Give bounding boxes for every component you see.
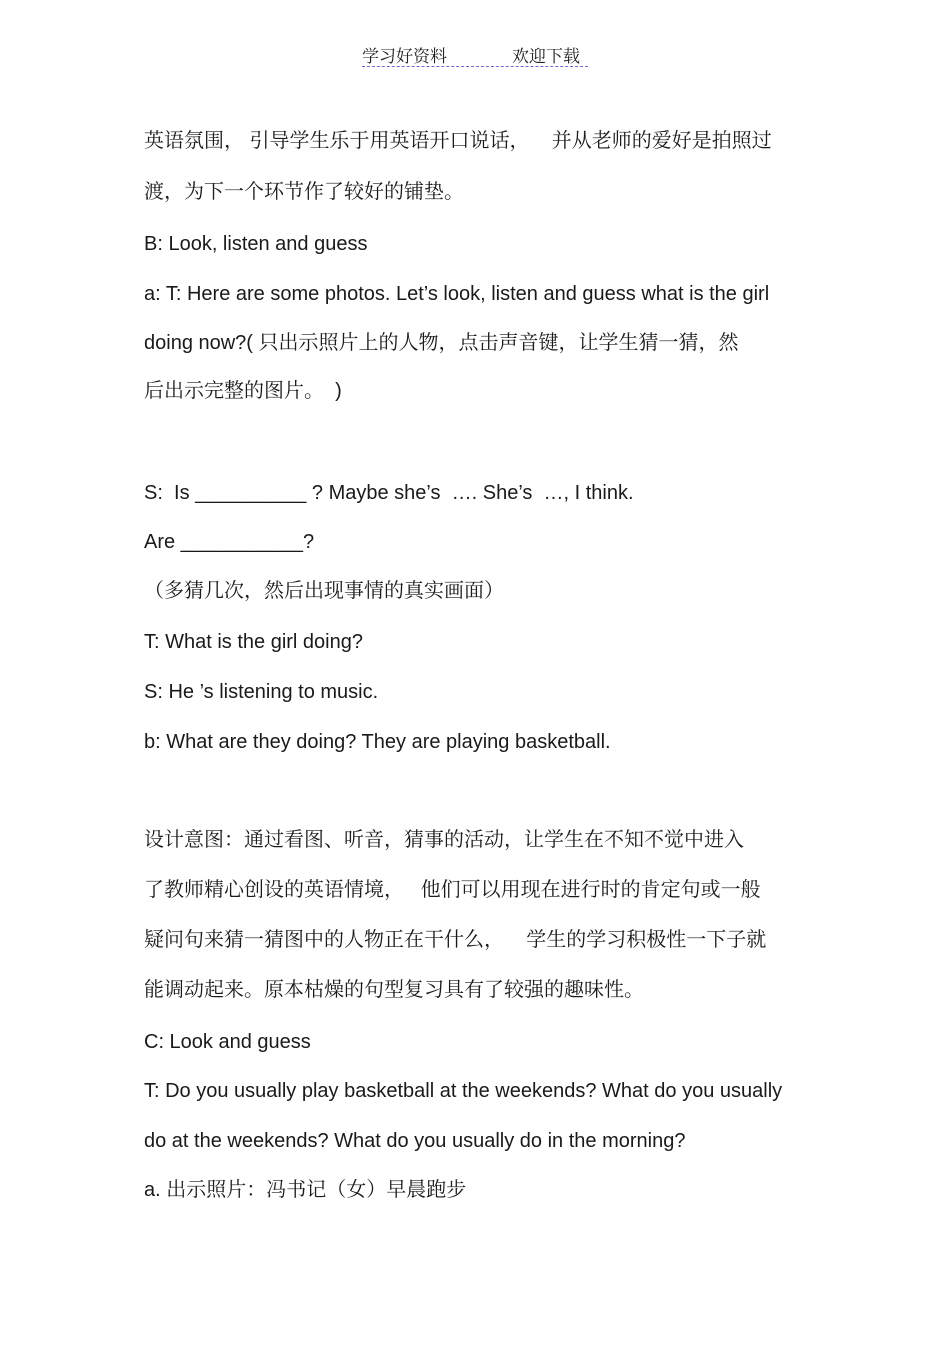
paragraph-line: 设计意图：通过看图、听音，猜事的活动，让学生在不知不觉中进入 — [144, 829, 744, 851]
header-left-text: 学习好资料 — [362, 47, 447, 66]
paragraph-line: do at the weekends? What do you usually do in the morning? — [144, 1130, 686, 1152]
section-heading: B: Look, listen and guess — [144, 233, 368, 255]
dialogue-line: S: Is __________ ? Maybe she’s …. She’s …, I think. — [144, 482, 634, 504]
dialogue-line: Are ___________? — [144, 531, 315, 553]
dialogue-line: S: He ’s listening to music. — [144, 681, 379, 703]
paragraph-line: 能调动起来。原本枯燥的句型复习具有了较强的趣味性。 — [144, 979, 644, 1001]
note-line: （多猜几次，然后出现事情的真实画面） — [144, 580, 504, 602]
paragraph-line: 英语氛围， 引导学生乐于用英语开口说话， 并从老师的爱好是拍照过 — [144, 130, 772, 152]
header-right-text: 欢迎下载 — [512, 47, 580, 66]
paragraph-line: 渡，为下一个环节作了较好的铺垫。 — [144, 181, 464, 203]
dialogue-line: T: What is the girl doing? — [144, 631, 363, 653]
paragraph-line: 了教师精心创设的英语情境， 他们可以用现在进行时的肯定句或一般 — [144, 879, 761, 901]
paragraph-line: 后出示完整的图片。 ) — [144, 380, 342, 402]
paragraph-line: a: T: Here are some photos. Let’s look, listen and guess what is the girl — [144, 283, 770, 305]
paragraph-line: a. 出示照片：冯书记（女）早晨跑步 — [144, 1179, 467, 1201]
dialogue-line: b: What are they doing? They are playing basketball. — [144, 731, 611, 753]
page-header — [362, 40, 588, 67]
paragraph-line: 疑问句来猜一猜图中的人物正在干什么， 学生的学习积极性一下子就 — [144, 929, 767, 951]
paragraph-line: doing now?( 只出示照片上的人物，点击声音键，让学生猜一猜，然 — [144, 332, 739, 354]
section-heading: C: Look and guess — [144, 1031, 311, 1053]
paragraph-line: T: Do you usually play basketball at the weekends? What do you usually — [144, 1080, 783, 1102]
